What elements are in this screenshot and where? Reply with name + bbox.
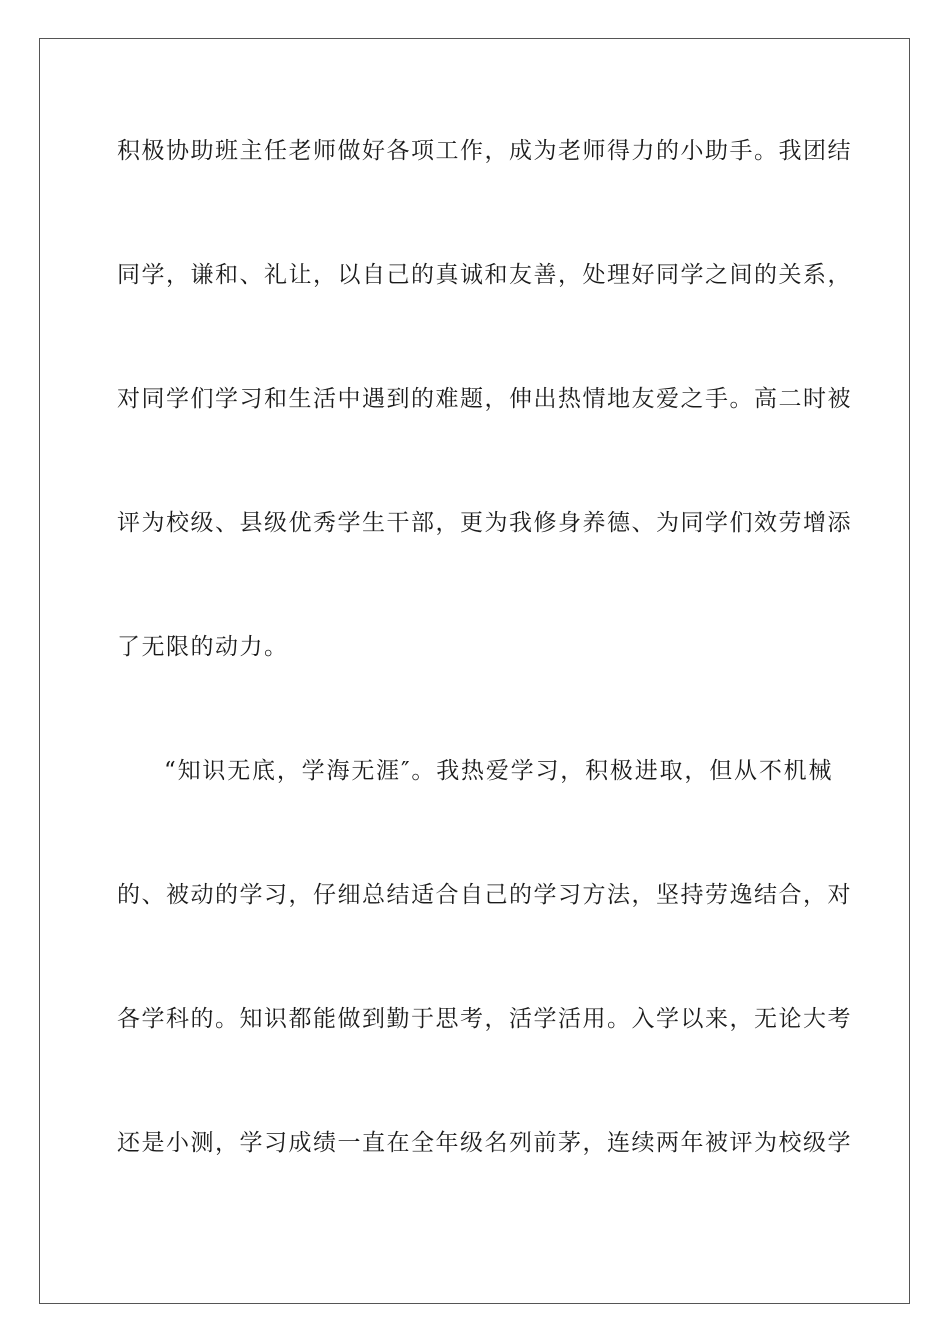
text-line: 还是小测，学习成绩一直在全年级名列前茅，连续两年被评为校级学 — [117, 1130, 852, 1156]
text-line: 评为校级、县级优秀学生干部，更为我修身养德、为同学们效劳增添 — [117, 510, 852, 536]
page-border — [39, 38, 910, 1304]
text-line: 了无限的动力。 — [117, 634, 289, 660]
text-line: 对同学们学习和生活中遇到的难题，伸出热情地友爱之手。高二时被 — [117, 386, 852, 412]
text-line: 积极协助班主任老师做好各项工作，成为老师得力的小助手。我团结 — [117, 138, 852, 164]
text-line: “知识无底，学海无涯″。我热爱学习，积极进取，但从不机械 — [164, 758, 833, 784]
text-line: 同学，谦和、礼让，以自己的真诚和友善，处理好同学之间的关系， — [117, 262, 852, 288]
text-line: 各学科的。知识都能做到勤于思考，活学活用。入学以来，无论大考 — [117, 1006, 852, 1032]
text-line: 的、被动的学习，仔细总结适合自己的学习方法，坚持劳逸结合，对 — [117, 882, 852, 908]
